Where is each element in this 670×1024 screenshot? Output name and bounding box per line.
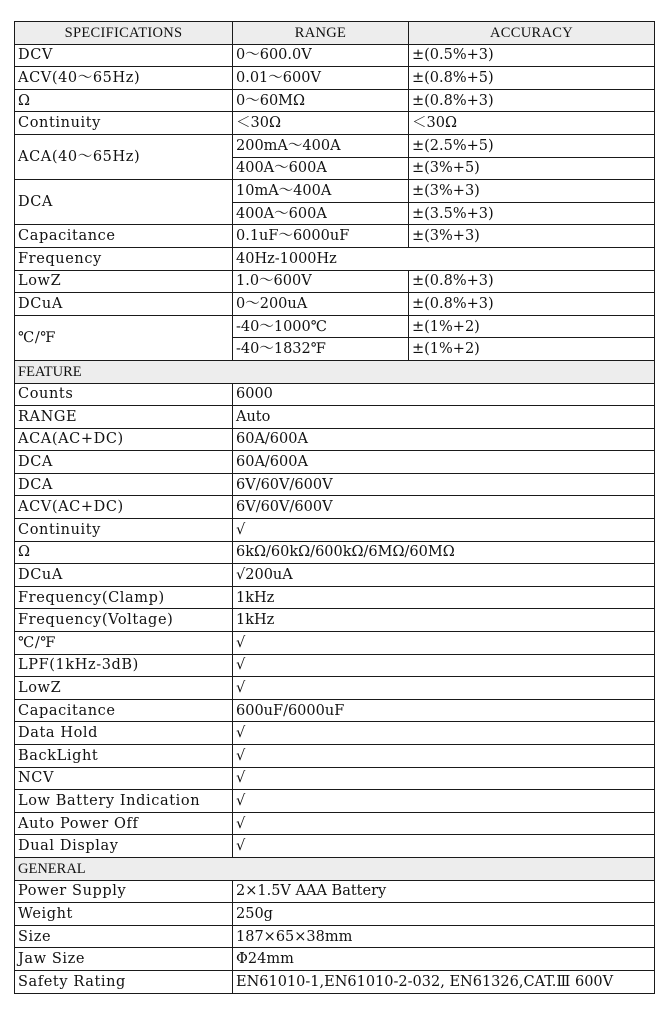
general-section xyxy=(15,857,655,993)
feature-row xyxy=(15,428,655,451)
feature-value: 1kHz xyxy=(233,586,655,609)
spec-name: LowZ xyxy=(15,270,233,293)
general-header-row xyxy=(15,857,655,880)
feature-value: √ xyxy=(233,835,655,858)
header-row xyxy=(15,22,655,45)
spec-row xyxy=(15,44,655,67)
feature-value: √ xyxy=(233,790,655,813)
spec-name: Frequency xyxy=(15,247,233,270)
spec-range: ＜30Ω xyxy=(233,112,409,135)
spec-name: Capacitance xyxy=(15,225,233,248)
feature-section xyxy=(15,360,655,857)
feature-name: Frequency(Clamp) xyxy=(15,586,233,609)
spec-name: Ω xyxy=(15,89,233,112)
feature-row xyxy=(15,383,655,406)
feature-name: Low Battery Indication xyxy=(15,790,233,813)
feature-name: Auto Power Off xyxy=(15,812,233,835)
general-row xyxy=(15,948,655,971)
feature-value: √ xyxy=(233,767,655,790)
feature-row xyxy=(15,564,655,587)
spec-accuracy: ±(0.8%+3) xyxy=(409,270,655,293)
specification-table xyxy=(14,21,655,994)
spec-range: 1.0～600V xyxy=(233,270,409,293)
spec-row xyxy=(15,67,655,90)
feature-row xyxy=(15,812,655,835)
header-specifications: SPECIFICATIONS xyxy=(15,22,233,45)
spec-range: -40～1000℃ xyxy=(233,315,409,338)
feature-value: 6000 xyxy=(233,383,655,406)
feature-value: Auto xyxy=(233,406,655,429)
feature-value: 6kΩ/60kΩ/600kΩ/6MΩ/60MΩ xyxy=(233,541,655,564)
spec-range: 400A～600A xyxy=(233,157,409,180)
spec-range: 40Hz-1000Hz xyxy=(233,247,655,270)
feature-row xyxy=(15,609,655,632)
feature-name: Ω xyxy=(15,541,233,564)
feature-row xyxy=(15,496,655,519)
spec-range: 400A～600A xyxy=(233,202,409,225)
feature-row xyxy=(15,519,655,542)
feature-name: ACA(AC+DC) xyxy=(15,428,233,451)
spec-row xyxy=(15,134,655,157)
general-name: Power Supply xyxy=(15,880,233,903)
spec-accuracy: ±(0.8%+5) xyxy=(409,67,655,90)
feature-name: Counts xyxy=(15,383,233,406)
spec-row xyxy=(15,89,655,112)
feature-value: √ xyxy=(233,519,655,542)
spec-range: 0.01～600V xyxy=(233,67,409,90)
feature-row xyxy=(15,586,655,609)
general-row xyxy=(15,925,655,948)
feature-row xyxy=(15,677,655,700)
feature-name: DCA xyxy=(15,451,233,474)
general-name: Weight xyxy=(15,903,233,926)
general-row xyxy=(15,880,655,903)
spec-name: DCuA xyxy=(15,293,233,316)
feature-value: √ xyxy=(233,654,655,677)
spec-accuracy: ±(1%+2) xyxy=(409,315,655,338)
feature-row xyxy=(15,722,655,745)
general-name: Safety Rating xyxy=(15,970,233,993)
spec-range: 0～200uA xyxy=(233,293,409,316)
feature-row xyxy=(15,451,655,474)
spec-row xyxy=(15,225,655,248)
feature-name: RANGE xyxy=(15,406,233,429)
feature-name: Capacitance xyxy=(15,699,233,722)
feature-name: ACV(AC+DC) xyxy=(15,496,233,519)
spec-name: ACA(40～65Hz) xyxy=(15,134,233,179)
spec-range: 200mA～400A xyxy=(233,134,409,157)
spec-row xyxy=(15,247,655,270)
general-row xyxy=(15,903,655,926)
feature-row xyxy=(15,632,655,655)
feature-name: Data Hold xyxy=(15,722,233,745)
spec-range: -40～1832℉ xyxy=(233,338,409,361)
spec-name: DCA xyxy=(15,180,233,225)
spec-row xyxy=(15,270,655,293)
spec-name: Continuity xyxy=(15,112,233,135)
feature-value: √200uA xyxy=(233,564,655,587)
feature-value: √ xyxy=(233,812,655,835)
spec-name: ACV(40～65Hz) xyxy=(15,67,233,90)
spec-row xyxy=(15,180,655,203)
spec-name: DCV xyxy=(15,44,233,67)
feature-name: Continuity xyxy=(15,519,233,542)
spec-accuracy: ±(1%+2) xyxy=(409,338,655,361)
spec-accuracy: ±(0.5%+3) xyxy=(409,44,655,67)
spec-accuracy: ±(2.5%+5) xyxy=(409,134,655,157)
feature-name: LowZ xyxy=(15,677,233,700)
spec-accuracy: ±(3%+3) xyxy=(409,225,655,248)
general-row xyxy=(15,970,655,993)
feature-row xyxy=(15,473,655,496)
spec-accuracy: ＜30Ω xyxy=(409,112,655,135)
feature-value: 6V/60V/600V xyxy=(233,496,655,519)
feature-name: NCV xyxy=(15,767,233,790)
feature-value: √ xyxy=(233,745,655,768)
general-value: 2×1.5V AAA Battery xyxy=(233,880,655,903)
general-value: 250g xyxy=(233,903,655,926)
feature-name: LPF(1kHz-3dB) xyxy=(15,654,233,677)
general-value: EN61010-1,EN61010-2-032, EN61326,CAT.Ⅲ 600V xyxy=(233,970,655,993)
spec-row xyxy=(15,293,655,316)
feature-row xyxy=(15,835,655,858)
feature-value: √ xyxy=(233,677,655,700)
feature-name: Frequency(Voltage) xyxy=(15,609,233,632)
feature-value: √ xyxy=(233,632,655,655)
feature-row xyxy=(15,767,655,790)
feature-value: 600uF/6000uF xyxy=(233,699,655,722)
spec-range: 0.1uF～6000uF xyxy=(233,225,409,248)
general-section-title: GENERAL xyxy=(15,857,655,880)
header-accuracy: ACCURACY xyxy=(409,22,655,45)
header-range: RANGE xyxy=(233,22,409,45)
general-value: 187×65×38mm xyxy=(233,925,655,948)
feature-header-row xyxy=(15,360,655,383)
feature-name: Dual Display xyxy=(15,835,233,858)
feature-name: BackLight xyxy=(15,745,233,768)
feature-value: 6V/60V/600V xyxy=(233,473,655,496)
feature-row xyxy=(15,654,655,677)
general-value: Φ24mm xyxy=(233,948,655,971)
spec-range: 0～600.0V xyxy=(233,44,409,67)
spec-name: ℃/℉ xyxy=(15,315,233,360)
spec-accuracy: ±(0.8%+3) xyxy=(409,293,655,316)
general-name: Size xyxy=(15,925,233,948)
feature-value: 1kHz xyxy=(233,609,655,632)
general-name: Jaw Size xyxy=(15,948,233,971)
spec-accuracy: ±(3%+5) xyxy=(409,157,655,180)
feature-value: 60A/600A xyxy=(233,451,655,474)
spec-range: 10mA～400A xyxy=(233,180,409,203)
feature-section-title: FEATURE xyxy=(15,360,655,383)
feature-name: DCA xyxy=(15,473,233,496)
spec-row xyxy=(15,112,655,135)
feature-name: ℃/℉ xyxy=(15,632,233,655)
feature-row xyxy=(15,745,655,768)
feature-value: √ xyxy=(233,722,655,745)
feature-row xyxy=(15,699,655,722)
spec-range: 0～60MΩ xyxy=(233,89,409,112)
spec-section xyxy=(15,44,655,360)
feature-row xyxy=(15,541,655,564)
feature-value: 60A/600A xyxy=(233,428,655,451)
feature-row xyxy=(15,406,655,429)
spec-accuracy: ±(0.8%+3) xyxy=(409,89,655,112)
feature-row xyxy=(15,790,655,813)
spec-accuracy: ±(3.5%+3) xyxy=(409,202,655,225)
spec-accuracy: ±(3%+3) xyxy=(409,180,655,203)
spec-row xyxy=(15,315,655,338)
feature-name: DCuA xyxy=(15,564,233,587)
